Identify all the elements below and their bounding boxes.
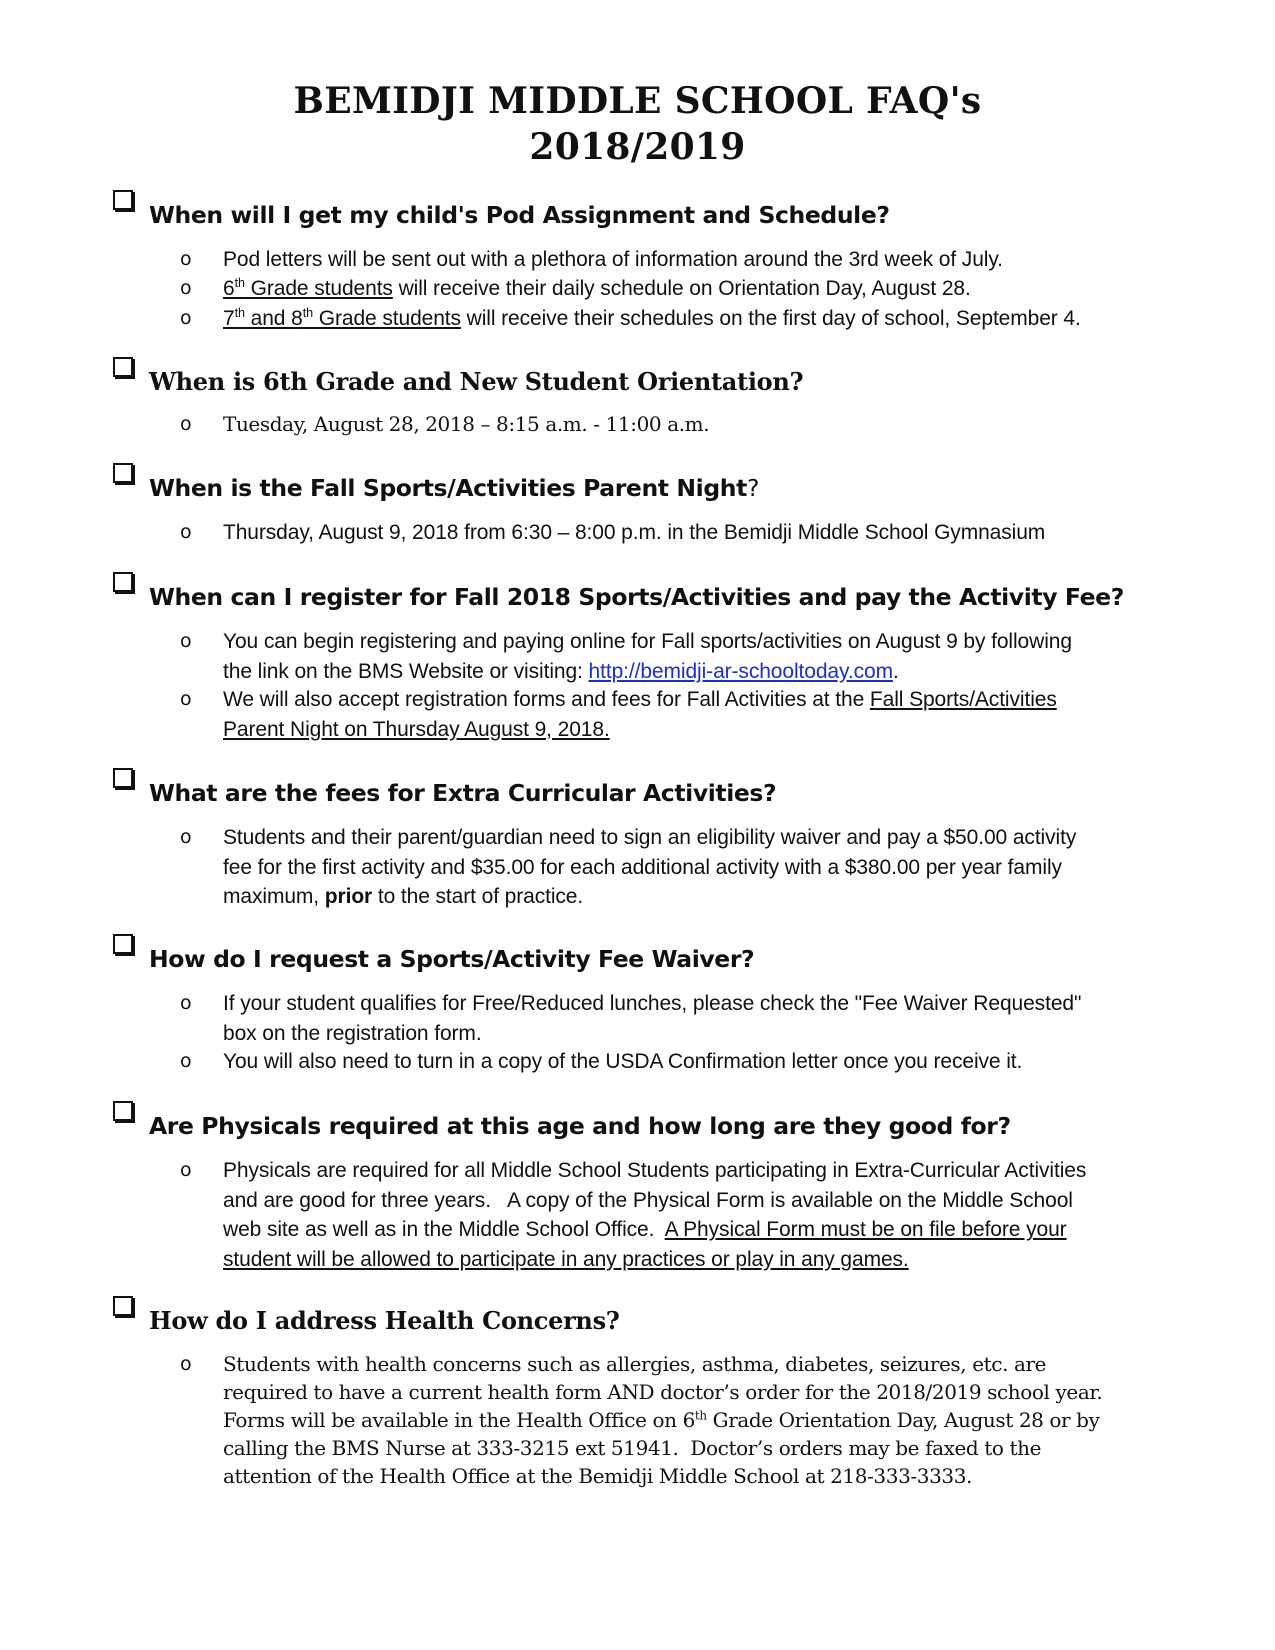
- checkbox-icon: [113, 1101, 133, 1121]
- answer-text: You can begin registering and paying online for Fall sports/activities on August 9 by following: [223, 630, 1072, 653]
- bullet-icon: o: [180, 826, 192, 848]
- answer-text: will receive their schedules on the first day of school, September 4.: [460, 307, 1081, 330]
- bullet-icon: o: [180, 307, 192, 329]
- checkbox-icon: [113, 463, 133, 483]
- bullet-icon: o: [180, 413, 192, 435]
- physical-form-underlined: student will be allowed to participate in any practices or play in any games.: [223, 1247, 909, 1271]
- document-title: BEMIDJI MIDDLE SCHOOL FAQ's: [293, 80, 982, 122]
- checkbox-icon: [113, 1296, 133, 1316]
- seventh-eighth-grade-underlined: 7th and 8th Grade students: [223, 306, 461, 330]
- faq-document: BEMIDJI MIDDLE SCHOOL FAQ's 2018/2019 When will I get my child's Pod Assignment and Schedule? o Pod letters will be sent out with a plethora of information around the 3rd week of July. o 6th Grade students will receive their daily schedule on Orientation Day, August 28. o 7th and 8th Grade students will receive their schedules on the first day of school, September 4. When is 6th Grade and New Student Orientation? o Tuesday, August 28, 2018 – 8:15 a.m. - 11:00 a.m. When is the Fall Sports/Activities Parent Night? o Thursday, August 9, 2018 from 6:30 – 8:00 p.m. in the Bemidji Middle School Gymnasium When can I register for Fall 2018 Sports/Activities and pay the Activity Fee? o You can begin registering and paying online for Fall sports/activities on August 9 by following the link on the BMS Website or visiting: http://bemidji-ar-schooltoday.com. o We will also accept registration forms and fees for Fall Activities at the Fall Sports/Activities Parent Night on Thursday August 9, 2018. What are the fees for Extra Curricular Activities? o Students and their parent/guardian need to sign an eligibility waiver and pay a $50.00 activity fee for the first activity and $35.00 for each additional activity with a $380.00 per year family maximum, prior to the start of practice. How do I request a Sports/Activity Fee Waiver? o If your student qualifies for Free/Reduced lunches, please check the "Fee Waiver Requested" box on the registration form. o You will also need to turn in a copy of the USDA Confirmation letter once you receive it. Are Physicals required at this age and how long are they good for? o Physicals are required for all Middle School Students participating in Extra-Curricular Activities and are good for three years. A copy of the Physical Form is available on the Middle School web site as well as in the Middle School Office. A Physical Form must be on file before your student will be allowed to participate in any practices or play in any games. How do I address Health Concerns? o Students with health concerns such as allergies, asthma, diabetes, seizures, etc. are required to have a current health form AND doctor’s order for the 2018/2019 school year. Forms will be available in the Health Office on 6th Grade Orientation Day, August 28 or by calling the BMS Nurse at 333-3215 ext 51941. Doctor’s orders may be faxed to the attention of the Health Office at the Bemidji Middle School at 218-333-3333.: [0, 0, 1275, 1650]
- bullet-icon: o: [180, 521, 192, 543]
- question-text: Are Physicals required at this age and how long are they good for?: [149, 1112, 1011, 1140]
- checkbox-icon: [113, 768, 133, 788]
- checkbox-icon: [113, 572, 133, 592]
- question-text: When is the Fall Sports/Activities Parent Night?: [149, 474, 760, 502]
- question-text: When is 6th Grade and New Student Orientation?: [149, 367, 804, 396]
- question-text: What are the fees for Extra Curricular Activities?: [149, 779, 777, 807]
- document-subtitle-year: 2018/2019: [529, 126, 746, 168]
- checkbox-icon: [113, 190, 133, 210]
- parent-night-underlined: Parent Night on Thursday August 9, 2018.: [223, 717, 610, 741]
- bullet-icon: o: [180, 277, 192, 299]
- bullet-icon: o: [180, 992, 192, 1014]
- bullet-icon: o: [180, 688, 192, 710]
- registration-link[interactable]: http://bemidji-ar-schooltoday.com: [588, 659, 893, 683]
- bullet-icon: o: [180, 248, 192, 270]
- answer-text: will receive their daily schedule on Orientation Day, August 28.: [392, 277, 971, 300]
- answer-text: Tuesday, August 28, 2018 – 8:15 a.m. - 11:00 a.m.: [223, 412, 710, 436]
- checkbox-icon: [113, 357, 133, 377]
- bullet-icon: o: [180, 1050, 192, 1072]
- question-text: When will I get my child's Pod Assignment and Schedule?: [149, 201, 890, 229]
- bullet-icon: o: [180, 1159, 192, 1181]
- question-text: When can I register for Fall 2018 Sports/Activities and pay the Activity Fee?: [149, 583, 1124, 611]
- answer-text: Pod letters will be sent out with a plethora of information around the 3rd week of July.: [223, 248, 1003, 271]
- question-text: How do I address Health Concerns?: [149, 1306, 620, 1335]
- question-text: How do I request a Sports/Activity Fee Waiver?: [149, 945, 755, 973]
- checkbox-icon: [113, 934, 133, 954]
- bullet-icon: o: [180, 1353, 192, 1375]
- prior-emphasis: prior: [324, 885, 373, 908]
- sixth-grade-underlined: 6th Grade students: [223, 276, 393, 300]
- bullet-icon: o: [180, 630, 192, 652]
- answer-text: Thursday, August 9, 2018 from 6:30 – 8:00 p.m. in the Bemidji Middle School Gymnasium: [223, 521, 1046, 544]
